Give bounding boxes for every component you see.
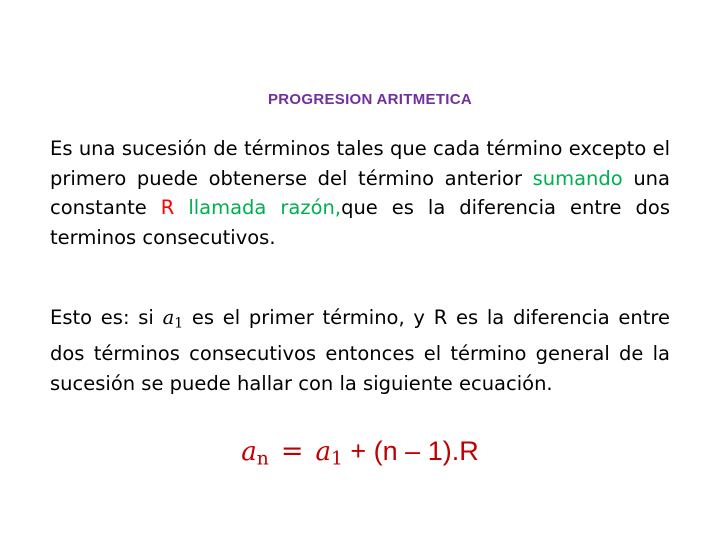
formula-a1-subscript: 1 <box>330 448 343 470</box>
definition-text-1: Es una sucesión de términos tales que cada término excepto el primero puede obtenerse del término anterior <box>50 137 670 190</box>
a1-symbol <box>162 306 184 332</box>
formula-an-subscript: n <box>256 448 269 470</box>
formula-an-letter: a <box>241 437 257 467</box>
general-term-formula <box>0 436 720 470</box>
a1-letter: a <box>162 306 175 329</box>
explanation-text-1: Esto es: si <box>50 306 163 329</box>
definition-paragraph <box>50 134 670 252</box>
formula-a1-letter: a <box>315 437 331 467</box>
formula-an <box>241 437 269 470</box>
explanation-text-2: es el primer término, y R es la diferencia entre dos términos consecutivos entonces el término general de la sucesión se puede hallar con la siguiente ecuación. <box>50 306 670 395</box>
highlight-r: R <box>160 196 175 219</box>
formula-equals: = <box>280 436 304 467</box>
definition-text-3: que es la diferencia entre dos terminos consecutivos. <box>50 196 671 249</box>
definition-text-2: una constante <box>50 166 670 219</box>
highlight-sumando: sumando <box>532 166 623 190</box>
formula-rest: + (n – 1).R <box>342 436 479 466</box>
highlight-razon: llamada razón, <box>174 196 342 219</box>
formula-a1 <box>315 437 343 470</box>
explanation-paragraph <box>50 303 670 398</box>
a1-subscript: 1 <box>174 315 184 332</box>
slide-title: PROGRESION ARITMETICA <box>267 91 473 108</box>
